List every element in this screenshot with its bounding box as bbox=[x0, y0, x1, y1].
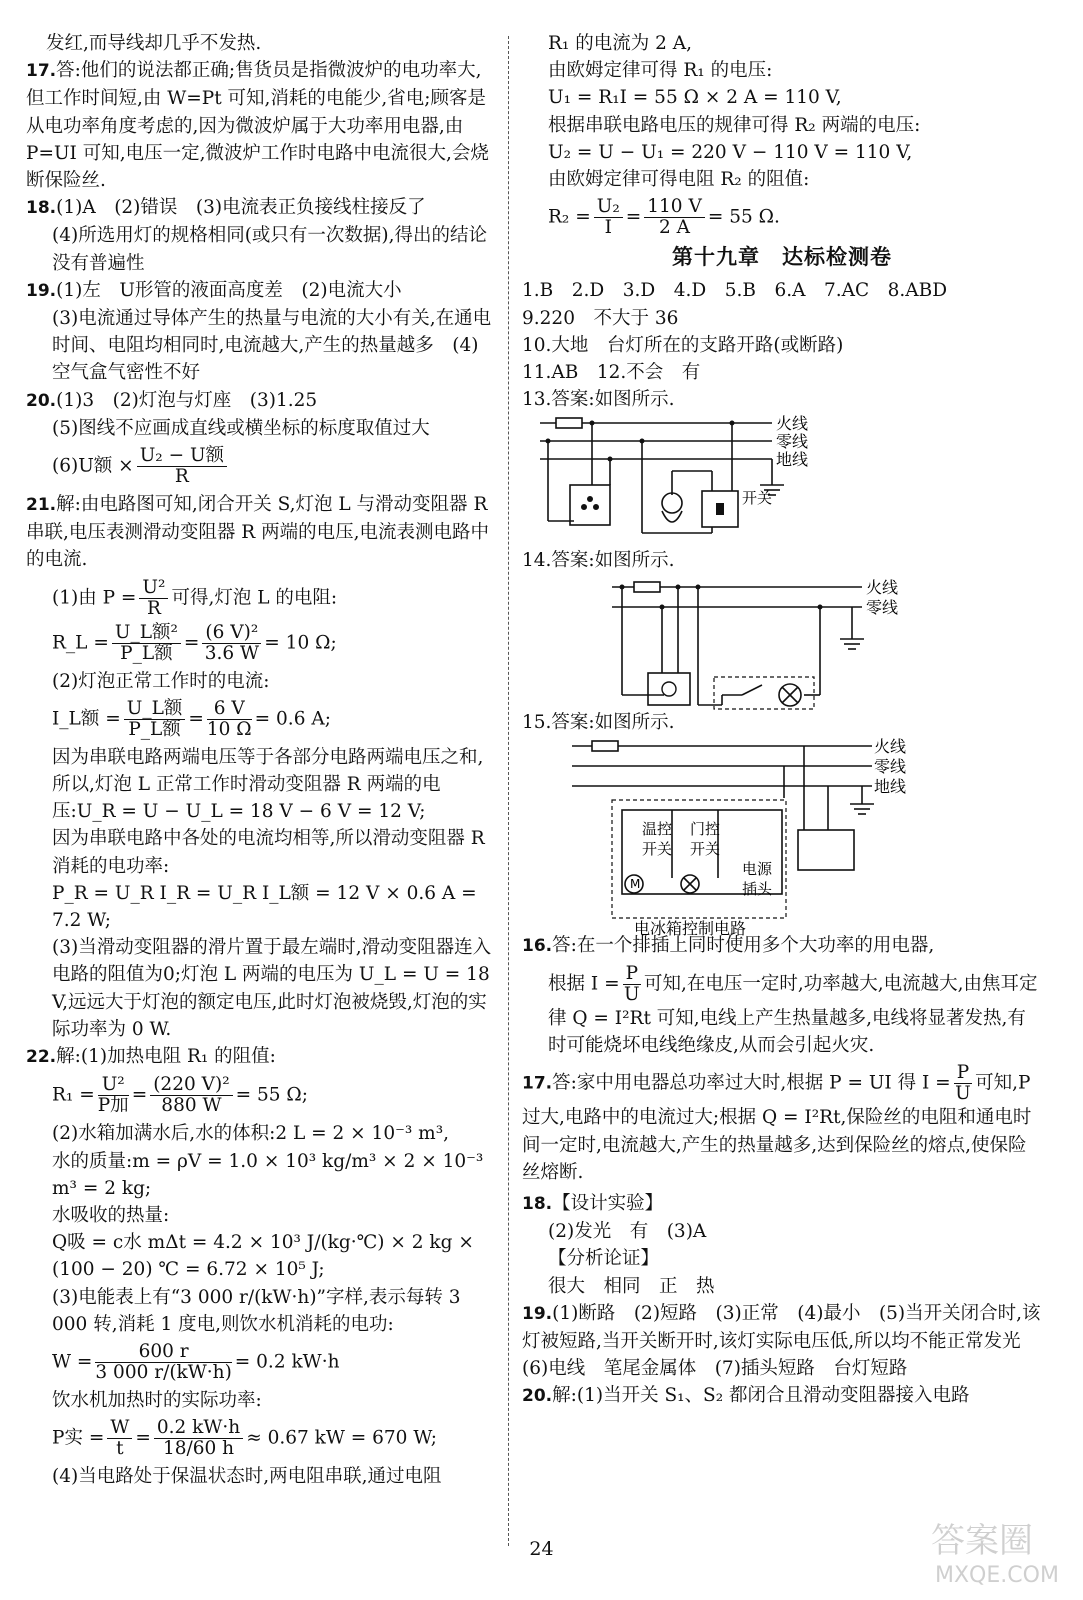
text-line: 因为串联电路两端电压等于各部分电路两端电压之和,所以,灯泡 L 正常工作时滑动变阻器 R 两端的电压:U_R = U − U_L = 18 V − 6 V = 12 V; bbox=[52, 746, 484, 823]
question-17: 17.答:家中用电器总功率过大时,根据 P = UI 得 I = $\frac{P}{U}$ 可知,P 过大,电路中的电流过大;根据 Q = I²Rt,保险丝的电阻和通电时间一定时,电流越大,产生的热量越多,达到保险丝的熔点,使保险丝熔断. bbox=[522, 1062, 1032, 1183]
question-14: 14.答案:如图所示. bbox=[522, 550, 675, 572]
text-line: 由欧姆定律可得电阻 R₂ 的阻值: bbox=[548, 169, 810, 191]
fraction: $\frac{\text{U\_L额}}{\text{P\_L额}}$ bbox=[124, 699, 186, 740]
fraction: $\frac{\text{U₂}}{I}$ bbox=[594, 197, 623, 238]
formula: (1)由 P = $\frac{\text{U²}}{R}$ 可得,灯泡 L 的电阻: bbox=[52, 576, 338, 619]
circuit-diagram-13 bbox=[522, 415, 852, 543]
fraction: $\frac{\text{U²}}{R}$ bbox=[139, 578, 168, 619]
svg-text:温控: 温控 bbox=[642, 819, 673, 838]
svg-text:开关: 开关 bbox=[642, 839, 673, 858]
formula: P实 = $\frac{W}{t}$ = $\frac{0.2 kW\cdot h}{18/60 h}$ ≈ 0.67 kW = 670 W; bbox=[52, 1417, 437, 1460]
text-line: (4)所选用灯的规格相同(或只有一次数据),得出的结论没有普遍性 bbox=[52, 225, 488, 274]
question-19: 19.(1)断路 (2)短路 (3)正常 (4)最小 (5)当开关闭合时,该灯被短路,当开关断开时,该灯实际电压低,所以均不能正常发光 (6)电线 笔尾金属体 (7)插头短路 台灯短路 bbox=[522, 1302, 1041, 1380]
answers-line: 11.AB 12.不会 有 bbox=[522, 362, 701, 384]
formula: R_L = $\frac{\text{U\_L额²}}{\text{P\_L额}}$ = $\frac{\text{(6 V)²}}{3.6 W}$ = 10 Ω; bbox=[52, 621, 337, 664]
text-line: U₁ = R₁I = 55 Ω × 2 A = 110 V, bbox=[548, 87, 842, 109]
fraction: $\frac{110 V}{2 A}$ bbox=[644, 197, 705, 238]
svg-text:电源: 电源 bbox=[742, 859, 773, 878]
svg-text:M: M bbox=[630, 876, 641, 891]
answers-line: 10.大地 台灯所在的支路开路(或断路) bbox=[522, 334, 844, 356]
answers-line: 9.220 不大于 36 bbox=[522, 307, 679, 329]
text-line: (3)当滑动变阻器的滑片置于最左端时,滑动变阻器连入电路的阻值为0;灯泡 L 两端的电压为 U_L = U = 18 V,远远大于灯泡的额定电压,此时灯泡被烧毁,灯泡的实际功率为 0 W. bbox=[52, 937, 492, 1040]
right-column bbox=[522, 30, 1042, 1411]
fraction: $\frac{6 V}{10 \Omega}$ bbox=[206, 697, 252, 740]
text-line: (4)当电路处于保温状态时,两电阻串联,通过电阻 bbox=[52, 1466, 442, 1488]
svg-text:地线: 地线 bbox=[874, 776, 907, 796]
fraction: $\frac{0.2 kW\cdot h}{18/60 h}$ bbox=[154, 1418, 243, 1459]
left-column bbox=[26, 30, 496, 1490]
formula: R₂ = $\frac{\text{U₂}}{I}$ = $\frac{110 V}{2 A}$ = 55 Ω. bbox=[548, 196, 780, 239]
svg-text:MXQE.COM: MXQE.COM bbox=[935, 1563, 1059, 1588]
formula: (6)U额 × $\frac{\text{U₂ − U额}}{R}$ bbox=[26, 446, 496, 487]
svg-text:插头: 插头 bbox=[742, 879, 773, 898]
question-17: 17.答:他们的说法都正确;售货员是指微波炉的电功率大,但工作时间短,由 W=Pt 可知,消耗的电能少,省电;顾客是从电功率角度考虑的,因为微波炉属于大功率用电器,由 P=UI 可知,电压一定,微波炉工作时电路中电流很大,会烧断保险丝. bbox=[26, 60, 489, 192]
question-22: 22.解:(1)加热电阻 R₁ 的阻值: bbox=[26, 1046, 276, 1068]
text-line: (2)水箱加满水后,水的体积:2 L = 2 × 10⁻³ m³, bbox=[52, 1123, 449, 1145]
fraction: $\frac{\text{U\_L额²}}{\text{P\_L额}}$ bbox=[112, 623, 181, 664]
text-line: R₁ 的电流为 2 A, bbox=[548, 33, 692, 54]
fraction: $\frac{W}{t}$ bbox=[107, 1418, 132, 1459]
fraction: $\frac{P}{U}$ bbox=[624, 963, 640, 1006]
text-line: 水吸收的热量: bbox=[52, 1204, 170, 1226]
svg-text:火线: 火线 bbox=[866, 577, 899, 597]
fraction: $\frac{600 r}{3 000 r/(kW\cdot h)}$ bbox=[95, 1340, 232, 1383]
text-line: 发红,而导线却几乎不发热. bbox=[46, 33, 262, 54]
svg-text:零线: 零线 bbox=[874, 756, 907, 776]
page-number: 24 bbox=[529, 1538, 554, 1560]
question-20: 20.(1)3 (2)灯泡与灯座 (3)1.25 bbox=[26, 389, 318, 411]
question-18: 18.(1)A (2)错误 (3)电流表正负接线柱接反了 bbox=[26, 197, 426, 219]
text-line: (3)电流通过导体产生的热量与电流的大小有关,在通电时间、电阻均相同时,电流越大,产生的热量越多 (4)空气盒气密性不好 bbox=[52, 308, 492, 384]
svg-text:门控: 门控 bbox=[690, 819, 721, 838]
svg-text:开关: 开关 bbox=[742, 489, 773, 508]
text-line: 因为串联电路中各处的电流均相等,所以滑动变阻器 R 消耗的电功率: bbox=[52, 828, 485, 877]
switch-icon bbox=[716, 503, 724, 515]
fraction: $\frac{\text{U₂ − U额}}{R}$ bbox=[137, 446, 227, 487]
column-divider bbox=[508, 36, 509, 1546]
formula: R₁ = $\frac{\text{U²}}{\text{P加}}$ = $\frac{\text{(220 V)²}}{880 W}$ = 55 Ω; bbox=[52, 1074, 308, 1117]
question-13: 13.答案:如图所示. bbox=[522, 389, 675, 411]
text-line: 根据串联电路电压的规律可得 R₂ 两端的电压: bbox=[548, 114, 921, 136]
answers-line: 1.B 2.D 3.D 4.D 5.B 6.A 7.AC 8.ABD bbox=[522, 280, 948, 302]
formula: I_L额 = $\frac{\text{U\_L额}}{\text{P\_L额}}$ = $\frac{6 V}{10 \Omega}$ = 0.6 A; bbox=[52, 697, 331, 740]
question-20: 20.解:(1)当开关 S₁、S₂ 都闭合且滑动变阻器接入电路 bbox=[522, 1385, 970, 1407]
svg-text:火线: 火线 bbox=[776, 414, 809, 434]
formula: 根据 I = $\frac{P}{U}$ 可知,在电压一定时,功率越大,电流越大,由焦耳定律 Q = I²Rt 可知,电线上产生热量越多,电线将显著发热,有时可能烧坏电线绝缘皮,从而会引起火灾. bbox=[548, 963, 1038, 1057]
question-19: 19.(1)左 U形管的液面高度差 (2)电流大小 bbox=[26, 279, 402, 301]
text-line: (2)灯泡正常工作时的电流: bbox=[52, 670, 270, 692]
text-line: U₂ = U − U₁ = 220 V − 110 V = 110 V, bbox=[548, 141, 913, 163]
chapter-title: 第十九章 达标检测卷 bbox=[672, 245, 892, 270]
text-line: 很大 相同 正 热 bbox=[548, 1275, 715, 1297]
svg-text:开关: 开关 bbox=[690, 839, 721, 858]
question-21: 21.解:由电路图可知,闭合开关 S,灯泡 L 与滑动变阻器 R 串联,电压表测滑动变阻器 R 两端的电压,电流表测电路中的电流. bbox=[26, 494, 489, 571]
question-18: 18.【设计实验】 bbox=[522, 1193, 664, 1215]
svg-text:电冰箱控制电路: 电冰箱控制电路 bbox=[634, 918, 747, 938]
text-line: P_R = U_R I_R = U_R I_L额 = 12 V × 0.6 A = 7.2 W; bbox=[52, 882, 477, 932]
formula: W = $\frac{600 r}{3 000 r/(kW\cdot h)}$ = 0.2 kW·h bbox=[52, 1340, 340, 1383]
watermark-logo bbox=[925, 1512, 1065, 1590]
text-line: 水的质量:m = ρV = 1.0 × 10³ kg/m³ × 2 × 10⁻³ m³ = 2 kg; bbox=[52, 1150, 484, 1199]
fraction: $\frac{\text{(6 V)²}}{3.6 W}$ bbox=[202, 623, 261, 664]
text-line: (2)发光 有 (3)A bbox=[548, 1221, 707, 1243]
question-15: 15.答案:如图所示. bbox=[522, 711, 675, 733]
text-line: (3)电能表上有“3 000 r/(kW·h)”字样,表示每转 3 000 转,消耗 1 度电,则饮水机消耗的电功: bbox=[52, 1286, 461, 1335]
text-line: 饮水机加热时的实际功率: bbox=[52, 1389, 262, 1411]
fraction: $\frac{\text{(220 V)²}}{880 W}$ bbox=[150, 1075, 232, 1116]
svg-text:地线: 地线 bbox=[776, 450, 809, 470]
fraction: $\frac{P}{U}$ bbox=[955, 1062, 971, 1105]
svg-text:答案圈: 答案圈 bbox=[931, 1521, 1033, 1561]
circuit-diagram-14 bbox=[522, 577, 912, 705]
text-line: (5)图线不应画成直线或横坐标的标度取值过大 bbox=[52, 417, 430, 439]
fraction: $\frac{\text{U²}}{\text{P加}}$ bbox=[97, 1074, 129, 1117]
circuit-diagram-15 bbox=[522, 736, 922, 938]
svg-text:火线: 火线 bbox=[874, 736, 907, 756]
text-line: 由欧姆定律可得 R₁ 的电压: bbox=[548, 60, 773, 82]
question-16: 16.答:在一个排插上同时使用多个大功率的用电器, bbox=[522, 934, 935, 956]
text-line: 【分析论证】 bbox=[548, 1248, 660, 1270]
text-line: Q吸 = c水 mΔt = 4.2 × 10³ J/(kg·℃) × 2 kg × (100 − 20) ℃ = 6.72 × 10⁵ J; bbox=[52, 1232, 474, 1281]
svg-text:零线: 零线 bbox=[776, 432, 809, 452]
svg-text:零线: 零线 bbox=[866, 597, 899, 617]
